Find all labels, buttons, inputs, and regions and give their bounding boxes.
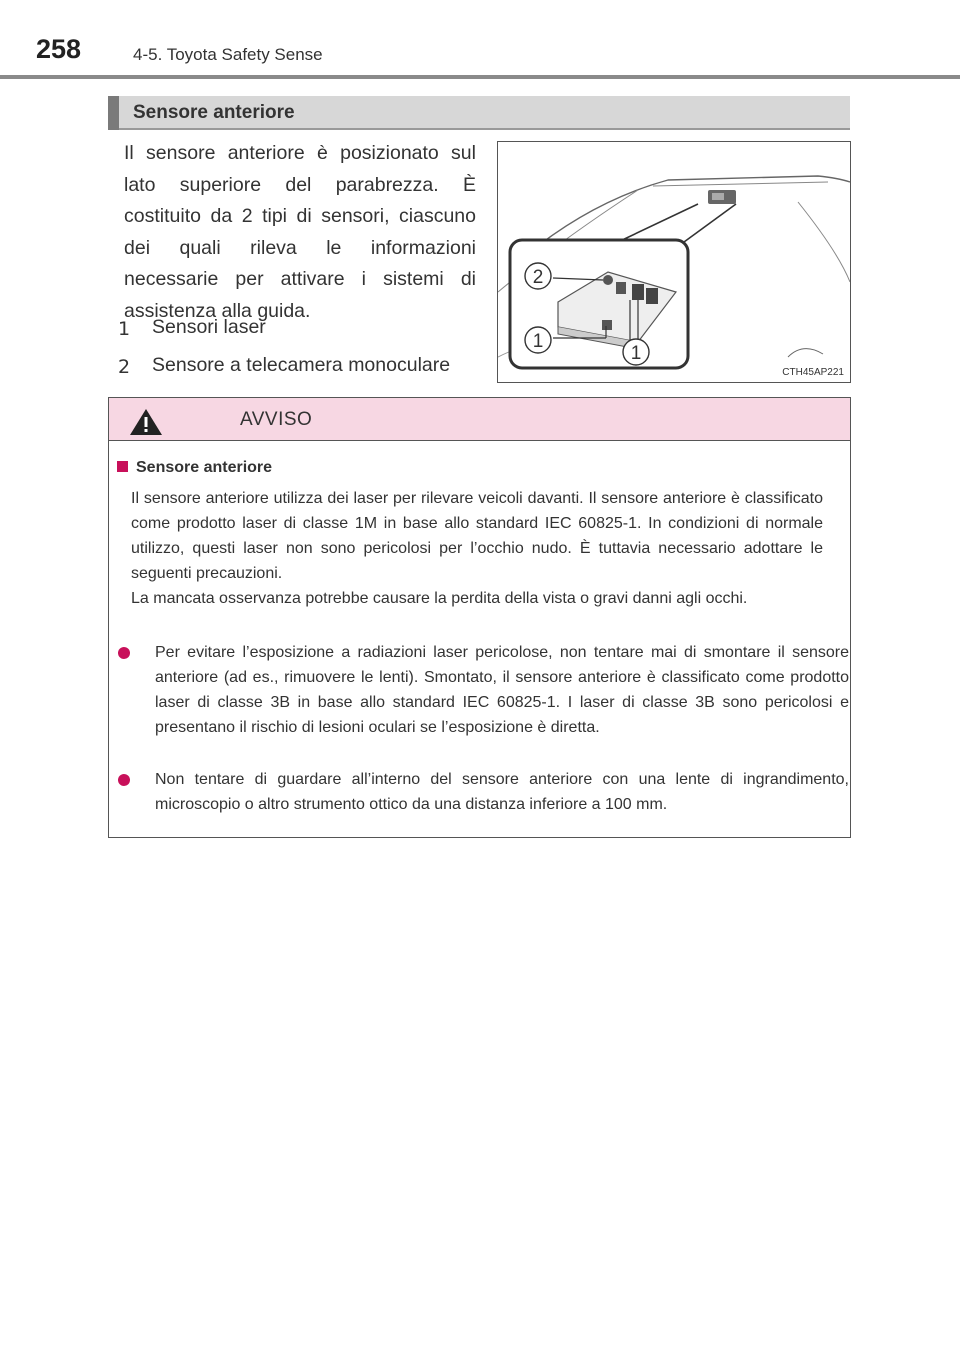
warning-subtitle-text: Sensore anteriore <box>136 459 273 476</box>
legend-label: Sensore a telecamera monoculare <box>152 354 451 376</box>
square-bullet-icon <box>117 461 128 472</box>
warning-triangle-icon <box>129 408 163 436</box>
legend-number: 2 <box>117 356 131 378</box>
warning-paragraph-text: Il sensore anteriore utilizza dei laser per rilevare veicoli davanti. Il sensore anteriore è classificato come prodotto laser di classe 1M in base allo standard IEC 60825-1. In condizioni di normale utilizzo, questi laser non sono pericolosi per l’occhio nudo. È tuttavia necessario adottare le seguenti precauzioni. <box>131 490 823 582</box>
bullet-dot-icon <box>118 647 130 659</box>
warning-bullet-text: Per evitare l’esposizione a radiazioni laser pericolose, non tentare mai di smontare il sensore anteriore (ad es., rimuovere le lenti). Smontato, il sensore anteriore è classificato come prodotto laser di classe 3B in base allo standard IEC 60825-1. I laser di classe 3B sono pericolosi e presentano il rischio di lesioni oculari se l’esposizione è diretta. <box>155 644 849 736</box>
section-title: Sensore anteriore <box>133 102 295 123</box>
warning-subtitle <box>117 459 272 477</box>
warning-header <box>109 398 850 441</box>
section-bar-accent <box>108 96 119 130</box>
figure-code: CTH45AP221 <box>782 367 844 378</box>
header-section-title: 4-5. Toyota Safety Sense <box>133 45 323 64</box>
warning-bullet-text: Non tentare di guardare all’interno del sensore anteriore con una lente di ingrandimento, microscopio o altro strumento ottico da una distanza inferiore a 100 mm. <box>155 771 849 813</box>
section-bar <box>108 96 850 130</box>
warning-paragraph <box>131 486 823 611</box>
warning-box <box>108 397 851 838</box>
sensor-figure <box>497 141 851 383</box>
bullet-dot-icon <box>118 774 130 786</box>
callout-1a: 1 <box>532 331 544 352</box>
intro-paragraph: Il sensore anteriore è posizionato sul lato superiore del parabrezza. È costituito da 2 tipi di sensori, ciascuno dei quali rileva le informazioni necessarie per attivare i sistemi di assistenza alla guida. <box>124 142 476 322</box>
header-rule <box>0 75 960 79</box>
warning-label: AVVISO <box>240 409 313 430</box>
warning-bullet-1 <box>118 640 850 740</box>
page-number: 258 <box>36 34 82 64</box>
warning-paragraph-text-2: La mancata osservanza potrebbe causare la perdita della vista o gravi danni agli occhi. <box>131 590 748 607</box>
warning-bullet-2 <box>118 767 850 817</box>
callout-2: 2 <box>532 267 544 288</box>
callout-1b: 1 <box>630 343 642 364</box>
windshield-sensor-illustration <box>498 142 850 382</box>
legend-label: Sensori laser <box>152 316 266 338</box>
legend-number: 1 <box>117 318 131 340</box>
